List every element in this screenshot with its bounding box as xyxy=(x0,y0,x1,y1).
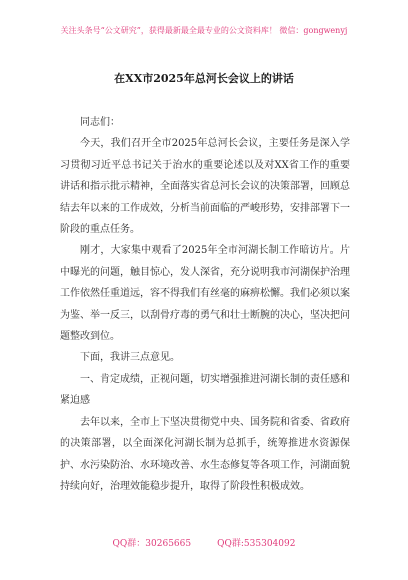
section-heading-1: 一、肯定成绩，正视问题，切实增强推进河湖长制的责任感和紧迫感 xyxy=(60,373,350,407)
document-title: 在XX市2025年总河长会议上的讲话 xyxy=(114,72,294,85)
paragraph-1: 今天，我们召开全市2025年总河长会议，主要任务是深入学习贯彻习近平总书记关于治水的重要论述以及对XX省工作的重要讲话和指示批示精神，全面落实省总河长会议的决策部署，回顾总结去年以来的工作成效，分析当前面临的严峻形势，安排部署下一阶段的重点任务。 xyxy=(60,138,350,236)
paragraph-2: 刚才，大家集中观看了2025年全市河湖长制工作暗访片。片中曝光的问题，触目惊心，发人深省，充分说明我市河湖保护治理工作依然任重道远，容不得我们有丝毫的麻痹松懈。我们必须以案为鉴、举一反三，以刮骨疗毒的勇气和壮士断腕的决心，坚决把问题整改到位。 xyxy=(60,245,350,343)
header-banner: 关注头条号“公文研究”，获得最新最全最专业的公文资料库！ 微信：gongwenyj xyxy=(60,26,348,35)
document-body xyxy=(60,112,350,497)
salutation: 同志们： xyxy=(80,117,120,128)
footer-qq-group-1: QQ群：30265665 xyxy=(112,539,192,549)
footer-qq-group-2: QQ群:535304092 xyxy=(217,539,296,549)
paragraph-4: 去年以来，全市上下坚决贯彻党中央、国务院和省委、省政府的决策部署，以全面深化河湖长制为总抓手，统筹推进水资源保护、水污染防治、水环境改善、水生态修复等各项工作，河湖面貌持续向好，治理效能稳步提升，取得了阶段性积极成效。 xyxy=(60,416,350,492)
paragraph-3: 下面，我讲三点意见。 xyxy=(80,352,180,364)
footer-contact xyxy=(0,536,408,549)
